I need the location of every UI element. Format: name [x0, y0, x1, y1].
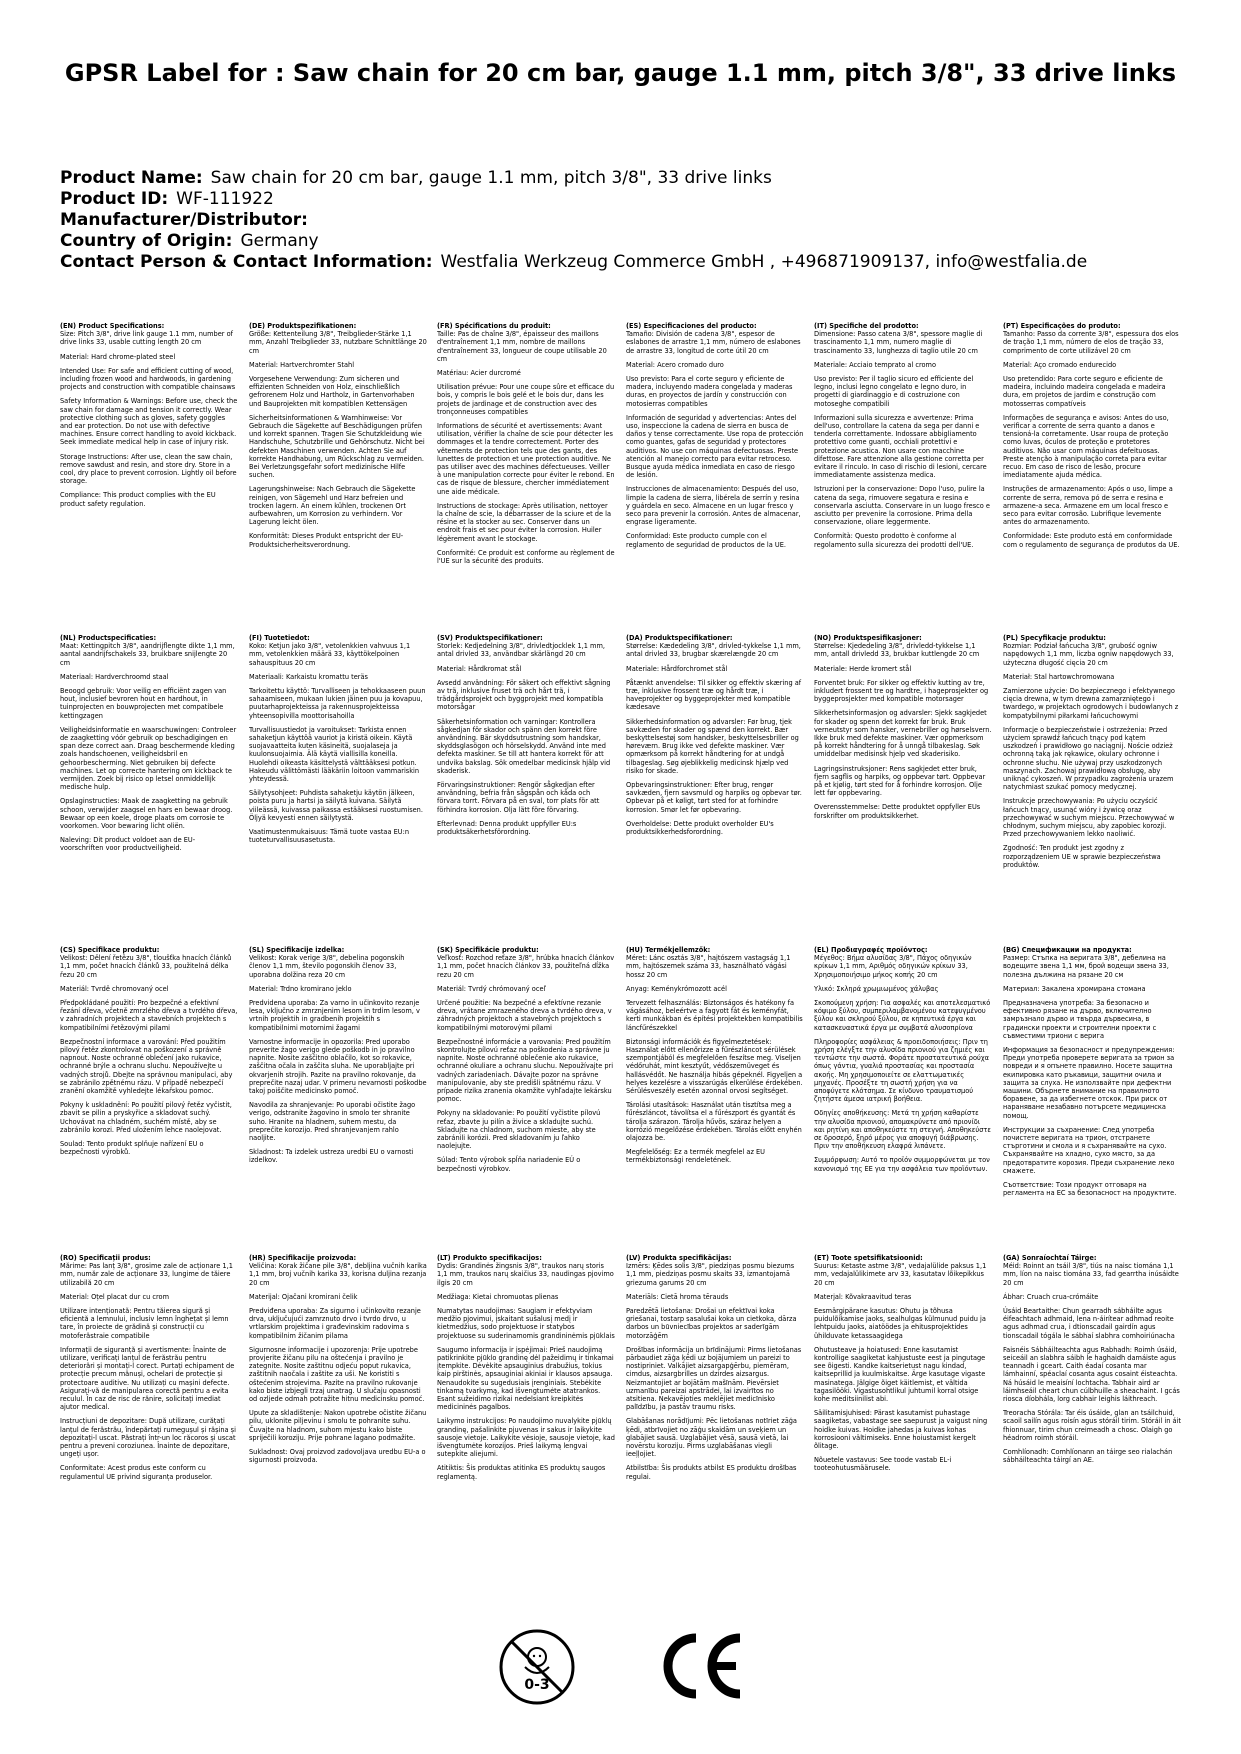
- spec-paragraph: Размер: Стъпка на веригата 3/8", дебелина на водещите звена 1,1 мм, брой водещи звена 33, полезна дължина на рязане 20 см: [1003, 954, 1169, 979]
- spec-paragraph: Taille: Pas de chaîne 3/8", épaisseur des maillons d'entraînement 1,1 mm, nombre de maillons d'entraînement 33, longueur de coupe utilisable 20 cm: [437, 330, 607, 363]
- spec-paragraph: Safety Information & Warnings: Before use, check the saw chain for damage and tension it correctly. Wear protective clothing such as gloves, safety goggles and ear protection. Do not use with defective machines. Ensure correct handling to avoid kickback. Seek immediate medical help in case of injury risk.: [60, 397, 238, 447]
- spec-block: [249, 634, 427, 934]
- spec-paragraph: Información de seguridad y advertencias: Antes del uso, inspeccione la cadena de sierra en busca de daños y tense correctamente. Use ropa de protección como guantes, gafas de seguridad y protectores auditivos. No use con máquinas defectuosas. Preste atención al manejo correcto para evitar retroceso. Busque ayuda médica inmediata en caso de riesgo de lesión.: [626, 413, 804, 480]
- spec-paragraph: Tamanho: Passo da corrente 3/8", espessura dos elos de tração 1,1 mm, número de elos de tração 33, comprimento de corte utilizável 20 cm: [1003, 330, 1179, 355]
- spec-paragraph: Material: Aço cromado endurecido: [1003, 360, 1117, 369]
- info-value: Saw chain for 20 cm bar, gauge 1.1 mm, pitch 3/8", 33 drive links: [210, 168, 772, 188]
- spec-paragraph: Predvidena uporaba: Za varno in učinkovito rezanje lesa, vključno z zmrznjenim lesom in trdim lesom, v vrtnih projektih in gradbenih projektih s kompatibilnimi motornimi žagami: [249, 999, 420, 1032]
- spec-paragraph: Πληροφορίες ασφάλειας & προειδοποιήσεις: Πριν τη χρήση ελέγξτε την αλυσίδα πριονιού για ζημιές και τεντώστε την σωστά. Φοράτε προστατευτικά ρούχα όπως γάντια, γυαλιά προστασίας και προστασία ακοής. Μη χρησιμοποιείτε σε ελαττωματικές μηχανές. Προσέξτε τη σωστή χρήση για να αποφύγετε κλότσημα. Σε κίνδυνο τραυματισμού ζητήστε άμεσα ιατρική βοήθεια.: [814, 1037, 989, 1104]
- spec-paragraph: Tarkoitettu käyttö: Turvalliseen ja tehokkaaseen puun sahaamiseen, mukaan lukien jäinen puu ja kovapuu, puutarhaprojekteissa ja rakennusprojekteissa yhteensopivilla moottorisahoilla: [249, 687, 426, 720]
- spec-heading: (HR) Specifikacije proizvoda:: [249, 1254, 357, 1262]
- spec-paragraph: Instrucțiuni de depozitare: După utilizare, curățați lanțul de ferăstrău, îndepărtați rumegușul și rășina și depozitați-l uscat. Păstrați într-un loc răcoros și uscat pentru a preveni coroziunea. Înainte de depozitare, ungeți ușor.: [60, 1417, 236, 1459]
- spec-paragraph: Koko: Ketjun jako 3/8", vetolenkkien vahvuus 1,1 mm, vetolenkkien määrä 33, käyttökelpoinen sahauspituus 20 cm: [249, 642, 411, 667]
- spec-paragraph: Informacje o bezpieczeństwie i ostrzeżenia: Przed użyciem sprawdź łańcuch tnący pod kątem uszkodzeń i prawidłowo go naciągnij. Noście odzież ochronną taką jak rękawice, okulary ochronne i ochronne słuchu. Nie używaj przy uszkodzonych maszynach. Zachowaj prawidłową obsługę, aby uniknąć cykoszeń. W przypadku zagrożenia urazem natychmiast szukać pomocy medycznej.: [1003, 725, 1174, 792]
- spec-paragraph: Instruções de armazenamento: Após o uso, limpe a corrente de serra, remova pó de serra e resina e armazene-a seca. Armazene em um local fresco e seco para evitar corrosão. Lubrifique levemente antes do armazenamento.: [1003, 485, 1173, 527]
- spec-paragraph: Предназначена употреба: За безопасно и ефективно рязане на дърво, включително замръзнало дърво и твърда дървесина, в градински проекти и строителни проекти с съвместими триони с верига: [1003, 999, 1157, 1040]
- spec-paragraph: Material: Hard chrome-plated steel: [60, 352, 176, 361]
- spec-paragraph: Material: Trdno kromirano jeklo: [249, 984, 352, 993]
- spec-paragraph: Utilizare intenționată: Pentru tăierea sigură și eficientă a lemnului, inclusiv lemn înghețat și lemn tare, în proiecte de grădină și construcții cu motoferăstraie compatibile: [60, 1307, 229, 1340]
- spec-block: [1003, 634, 1181, 934]
- spec-block: [249, 322, 427, 622]
- spec-paragraph: Påtænkt anvendelse: Til sikker og effektiv skæring af træ, inklusive frossent træ og hårdt træ, i haveprojekter og byggeprojekter med kompatible kædesave: [626, 678, 802, 712]
- info-value: Westfalia Werkzeug Commerce GmbH , +496871909137, info@westfalia.de: [440, 252, 1088, 272]
- spec-heading: (PL) Specyfikacje produktu:: [1003, 634, 1106, 642]
- info-row: [60, 189, 1200, 210]
- spec-paragraph: Dydis: Grandinės žingsnis 3/8", traukos narų storis 1,1 mm, traukos narų skaičius 33, naudingas pjovimo ilgis 20 cm: [437, 1262, 614, 1287]
- spec-paragraph: Bezpečnostní informace a varování: Před použitím pilový řetěz zkontrolovat na poškození a správně napnout. Noste ochranné oblečení jako rukavice, ochranné brýle a ochranu sluchu. Nepoužívejte u vadných strojů. Dbejte na správnou manipulaci, aby se zabránilo zpětnému rázu. V případě nebezpečí zranění okamžitě vyhledejte lékařskou pomoc.: [60, 1037, 233, 1096]
- spec-block: [60, 1254, 238, 1554]
- spec-paragraph: Tervezett felhasználás: Biztonságos és hatékony fa vágásához, beleértve a fagyott fát és keményfát, kerti munkákban és építési projektekben kompatibilis láncfűrészekkel: [626, 999, 803, 1032]
- spec-heading: (SV) Produktspecifikationer:: [437, 634, 543, 642]
- spec-block: [437, 634, 615, 934]
- spec-paragraph: Съответствие: Този продукт отговаря на регламента на ЕС за безопасност на продуктите.: [1003, 1181, 1177, 1198]
- spec-paragraph: Conformità: Questo prodotto è conforme al regolamento sulla sicurezza dei prodotti dell'UE.: [814, 532, 974, 549]
- spec-heading: (SK) Špecifikácie produktu:: [437, 946, 539, 954]
- spec-heading: (GA) Sonraíochtaí Táirge:: [1003, 1254, 1097, 1262]
- spec-paragraph: Materiał: Stal hartowchromowana: [1003, 672, 1115, 681]
- spec-paragraph: Zamierzone użycie: Do bezpiecznego i efektywnego cięcia drewna, w tym drewna zamarzniętego i twardego, w projektach ogrodowych i budowlanych z kompatybilnymi piłarkami łańcuchowymi: [1003, 687, 1179, 720]
- spec-paragraph: Material: Hårdkromat stål: [437, 664, 522, 673]
- spec-paragraph: Rozmiar: Podział łańcucha 3/8", grubość ogniw napędowych 1,1 mm, liczba ogniw napędowych 33, użyteczna długość cięcia 20 cm: [1003, 642, 1174, 667]
- spec-paragraph: Σκοπούμενη χρήση: Για ασφαλές και αποτελεσματικό κόψιμο ξύλου, συμπεριλαμβανομένου κατεψυγμένου ξύλου και σκληρού ξύλου, σε κηπευτικά έργα και κατασκευαστικά έργα με συμβατά αλυσοπρίονα: [814, 999, 991, 1032]
- spec-block: [626, 322, 804, 622]
- spec-paragraph: Material: Acero cromado duro: [626, 360, 724, 369]
- info-label: Contact Person & Contact Information:: [60, 252, 433, 272]
- spec-paragraph: Naleving: Dit product voldoet aan de EU-voorschriften voor productveiligheid.: [60, 836, 196, 853]
- spec-paragraph: Pokyny na skladovanie: Po použití vyčistite pílovú reťaz, zbavte ju pilín a živice a skladujte suchú. Skladujte na chladnom, suchom mieste, aby ste zabránili korózii. Pred skladovaním ju ľahko naolejujte.: [437, 1109, 601, 1151]
- spec-paragraph: Atitiktis: Šis produktas atitinka ES produktų saugos reglamentą.: [437, 1464, 606, 1481]
- spec-paragraph: Beoogd gebruik: Voor veilig en efficiënt zagen van hout, inclusief bevroren hout en hardhout, in tuinprojecten en bouwprojecten met compatibele kettingzagen: [60, 687, 227, 720]
- spec-paragraph: Eesmärgipärane kasutus: Ohutu ja tõhusa puidulõikamise jaoks, sealhulgas külmunud puidu ja lehtpuidu jaoks, aiatöödes ja ehitusprojektides ühilduvate ketassaagidega: [814, 1307, 986, 1340]
- spec-paragraph: Laikymo instrukcijos: Po naudojimo nuvalykite pjūklų grandinę, pašalinkite pjuvenas ir sakus ir laikykite sausoje vietoje. Laikykite vėsioje, sausoje vietoje, kad išvengtumėte korozijos. Prieš laikymą lengvai sutepkite aliejumi.: [437, 1417, 615, 1459]
- spec-paragraph: Veľkosť: Rozchod reťaze 3/8", hrúbka hnacích článkov 1,1 mm, počet hnacích článkov 33, použiteľná dĺžka rezu 20 cm: [437, 954, 615, 979]
- spec-paragraph: Storage Instructions: After use, clean the saw chain, remove sawdust and resin, and store dry. Store in a cool, dry place to prevent corrosion. Lightly oil before storage.: [60, 452, 237, 486]
- spec-paragraph: Bezpečnostné informácie a varovania: Pred použitím skontrolujte pílovú reťaz na poškodenia a správne ju napnite. Noste ochranné oblečenie ako rukavice, ochranné okuliare a ochranu sluchu. Nepoužívajte pri vadných zariadeniach. Dávajte pozor na správne manipulovanie, aby ste predišli spätnému rázu. V prípade rizika zranenia okamžite vyhľadajte lekársku pomoc.: [437, 1037, 614, 1104]
- spec-block: [1003, 1254, 1181, 1554]
- spec-heading: (PT) Especificações do produto:: [1003, 322, 1121, 330]
- info-row: [60, 168, 1200, 189]
- spec-paragraph: Conformidad: Este producto cumple con el reglamento de seguridad de productos de la UE.: [626, 532, 786, 549]
- spec-paragraph: Sikkerhedsinformation og advarsler: Før brug, tjek savkæden for skader og spænd den korrekt. Bær beskyttelsestøj som handsker, beskyttelsesbriller og høreværn. Brug ikke ved defekte maskiner. Vær opmærksom på korrekt håndtering for at undgå tilbageslag. Søg øjeblikkelig medicinsk hjælp ved risiko for skade.: [626, 717, 799, 775]
- info-label: Country of Origin:: [60, 231, 233, 251]
- spec-paragraph: Instructions de stockage: Après utilisation, nettoyer la chaîne de scie, la débarrasser de la sciure et de la résine et la stocker au sec. Conserver dans un endroit frais et sec pour éviter la corrosion. Huiler légèrement avant le stockage.: [437, 501, 612, 543]
- spec-paragraph: Uso previsto: Para el corte seguro y eficiente de madera, incluyendo madera congelada y maderas duras, en proyectos de jardín y construcción con motosierras compatibles: [626, 375, 793, 408]
- spec-paragraph: Treoracha Stórála: Tar éis úsáide, glan an tsáilchuid, scaoil sailín agus roisín agus stóráil tirim. Stóráil in áit fhionnuar, tirim chun creimeadh a chosc. Olaigh go héadrom roimh stóráil.: [1003, 1409, 1181, 1442]
- spec-heading: (LV) Produkta specifikācijas:: [626, 1254, 732, 1262]
- spec-paragraph: Информация за безопасност и предупреждения: Преди употреба проверете веригата за трион за повреди и я опънете правилно. Носете защитна екипировка като ръкавици, защитни очила и защита за слуха. Не използвайте при дефектни машини. Обърнете внимание на правилното боравене, за да избегнете отскок. При риск от нараняване незабавно потърсете медицинска помощ.: [1003, 1046, 1175, 1120]
- spec-paragraph: Anyag: Keménykrómozott acél: [626, 984, 727, 993]
- spec-paragraph: Størrelse: Kjededeling 3/8", drivledd-tykkelse 1,1 mm, antall drivledd 33, brukbar kuttlengde 20 cm: [814, 642, 980, 659]
- spec-paragraph: Izmērs: Ķēdes solis 3/8", piedziņas posmu biezums 1,1 mm, piedziņas posmu skaits 33, izmantojamā griezuma garums 20 cm: [626, 1262, 795, 1287]
- spec-paragraph: Medžiaga: Kietai chromuotas plienas: [437, 1292, 559, 1301]
- spec-paragraph: Lagerungshinweise: Nach Gebrauch die Sägekette reinigen, von Sägemehl und Harz befreien und trocken lagern. An einem kühlen, trockenen Ort aufbewahren, um Korrosion zu verhindern. Vor Lagerung leicht ölen.: [249, 485, 416, 527]
- spec-paragraph: Velikost: Dělení řetězu 3/8", tloušťka hnacích článků 1,1 mm, počet hnacích článků 33, použitelná délka řezu 20 cm: [60, 954, 232, 979]
- spec-paragraph: Säilytysohjeet: Puhdista sahaketju käytön jälkeen, poista puru ja hartsi ja säilytä kuivana. Säilytä viileässä, kuivassa paikassa estääksesi ruostumisen. Öljyä kevyesti ennen säilytystä.: [249, 789, 423, 822]
- info-label: Product ID:: [60, 189, 169, 209]
- spec-paragraph: Materiál: Tvrdý chrómovaný oceľ: [437, 984, 546, 993]
- spec-block: [626, 946, 804, 1246]
- spec-paragraph: Overholdelse: Dette produkt overholder EU's produktsikkerhedsforordning.: [626, 819, 774, 837]
- spec-block: [814, 634, 992, 934]
- spec-paragraph: Intended Use: For safe and efficient cutting of wood, including frozen wood and hardwoods, in gardening projects and construction with compatible chainsaws: [60, 366, 236, 392]
- spec-block: [437, 1254, 615, 1554]
- spec-paragraph: Materiál: Tvrdě chromovaný ocel: [60, 984, 169, 993]
- spec-paragraph: Megfelelőség: Ez a termék megfelel az EU termékbiztonsági rendeletének.: [626, 1148, 765, 1165]
- spec-paragraph: Uso pretendido: Para corte seguro e eficiente de madeira, incluindo madeira congelada e madeira dura, em projetos de jardim e construção com motosserras compatíveis: [1003, 375, 1166, 408]
- spec-block: [249, 946, 427, 1246]
- info-value: WF-111922: [176, 189, 274, 209]
- spec-paragraph: Comhlíonadh: Comhlíonann an táirge seo rialachán sábháilteachta táirgí an AE.: [1003, 1448, 1173, 1465]
- spec-block: [626, 1254, 804, 1554]
- spec-paragraph: Συμμόρφωση: Αυτό το προϊόν συμμορφώνεται με τον κανονισμό της ΕΕ για την ασφάλεια των προϊόντων.: [814, 1156, 990, 1173]
- spec-paragraph: Nõuetele vastavus: See toode vastab EL-i tooteohutusmäärusele.: [814, 1456, 952, 1473]
- regulatory-icons: [0, 1625, 1241, 1715]
- spec-paragraph: Určené použitie: Na bezpečné a efektívne rezanie dreva, vrátane zmrazeného dreva a tvrdého dreva, v záhradných projektoch a stavebných projektoch s kompatibilnými motorovými pílami: [437, 999, 612, 1032]
- spec-paragraph: Méret: Lánc osztás 3/8", hajtószem vastagság 1,1 mm, hajtószemek száma 33, használható vágási hossz 20 cm: [626, 954, 791, 979]
- info-label: Product Name:: [60, 168, 203, 188]
- spec-paragraph: Konformität: Dieses Produkt entspricht der EU-Produktsicherheitsverordnung.: [249, 532, 404, 549]
- spec-paragraph: Informations de sécurité et avertissements: Avant utilisation, vérifier la chaîne de scie pour détecter les dommages et la tendre correctement. Porter des vêtements de protection tels que des gants, des lunettes de protection et une protection auditive. Ne pas utiliser avec des machines défectueuses. Veiller à une manipulation correcte pour éviter le rebond. En cas de risque de blessure, chercher immédiatement une aide médicale.: [437, 422, 615, 496]
- spec-paragraph: Předpokládané použití: Pro bezpečné a efektivní řezání dřeva, včetně zmrzlého dřeva a tvrdého dřeva, v zahradních projektech a stavebních projektech s kompatibilními řetězovými pilami: [60, 999, 238, 1032]
- spec-paragraph: Conformité: Ce produit est conforme au règlement de l'UE sur la sécurité des produits.: [437, 548, 615, 566]
- spec-paragraph: Upute za skladištenje: Nakon upotrebe očistite žičanu pilu, uklonite piljevinu i smolu te pohranite suhu. Čuvajte na hladnom, suhom mjestu kako biste spriječili koroziju. Prije pohrane lagano podmažite.: [249, 1409, 427, 1442]
- spec-paragraph: Conformitate: Acest produs este conform cu regulamentul UE privind siguranța produselor.: [60, 1464, 213, 1481]
- info-row: [60, 231, 1200, 252]
- spec-block: [249, 1254, 427, 1554]
- info-label: Manufacturer/Distributor:: [60, 210, 308, 230]
- spec-paragraph: Ábhar: Cruach crua-crómáite: [1003, 1292, 1099, 1301]
- spec-block: [626, 634, 804, 934]
- spec-heading: (DE) Produktspezifikationen:: [249, 322, 357, 330]
- spec-heading: (EL) Προδιαγραφές προϊόντος:: [814, 946, 928, 954]
- spec-heading: (HU) Termékjellemzők:: [626, 946, 711, 954]
- spec-paragraph: Förvaringsinstruktioner: Rengör sågkedjan efter användning, befria från sågspån och kåda och förvara torrt. Förvara på en sval, torr plats för att förhindra korrosion. Olja lätt före förvaring.: [437, 781, 600, 814]
- spec-block: [1003, 322, 1181, 622]
- spec-paragraph: Veličina: Korak žičane pile 3/8", debljina vučnih karika 1,1 mm, broj vučnih karika 33, korisna duljina rezanja 20 cm: [249, 1262, 427, 1287]
- spec-paragraph: Οδηγίες αποθήκευσης: Μετά τη χρήση καθαρίστε την αλυσίδα πριονιού, απομακρύνετε από πριονίδι και ρητίνη και αποθηκεύστε τη στεγνή. Αποθηκεύστε σε δροσερό, ξηρό μέρος για αποφυγή διάβρωσης. Πριν την αποθήκευση ελαφρά λιπάνετε.: [814, 1109, 991, 1151]
- spec-block: [60, 946, 238, 1246]
- spec-paragraph: Sicherheitsinformationen & Warnhinweise: Vor Gebrauch die Sägekette auf Beschädigungen prüfen und korrekt spannen. Tragen Sie Schutzkleidung wie Handschuhe, Schutzbrille und Gehörschutz. Nicht bei defekten Maschinen verwenden. Achten Sie auf korrekte Handhabung, um Rückschlag zu vermeiden. Bei Verletzungsgefahr sofort medizinische Hilfe suchen.: [249, 413, 425, 480]
- spec-block: [814, 1254, 992, 1554]
- spec-paragraph: Size: Pitch 3/8", drive link gauge 1.1 mm, number of drive links 33, usable cutting length 20 cm: [60, 330, 233, 347]
- spec-paragraph: Informazioni sulla sicurezza e avvertenze: Prima dell'uso, controllare la catena da sega per danni e tenderla correttamente. Indossare abbigliamento protettivo come guanti, occhiali protettivi e protezione acustica. Non usare con macchine difettose. Fare attenzione alla gestione corretta per evitare il rinculo. In caso di rischio di lesioni, cercare immediatamente assistenza medica.: [814, 413, 987, 480]
- spec-paragraph: Opbevaringsinstruktioner: Efter brug, rengør savkæden, fjern savsmuld og harpiks og opbevar tør. Opbevar på et køligt, tørt sted for at forhindre korrosion. Smør let før opbevaring.: [626, 781, 802, 814]
- spec-heading: (IT) Specifiche del prodotto:: [814, 322, 919, 330]
- spec-paragraph: Zgodność: Ten produkt jest zgodny z rozporządzeniem UE w sprawie bezpieczeństwa produktów.: [1003, 844, 1161, 869]
- spec-heading: (RO) Specificații produs:: [60, 1254, 151, 1262]
- spec-paragraph: Glabāšanas norādījumi: Pēc lietošanas notīriet zāģa ķēdi, atbrīvojiet no zāģu skaidām un sveķiem un glabājiet sausā. Uzglabājiet vēsā, sausā vietā, lai novērstu koroziju. Pirms uzglabāšanas viegli ieeļļojiet.: [626, 1417, 797, 1459]
- spec-heading: (NL) Productspecificaties:: [60, 634, 157, 642]
- spec-heading: (ES) Especificaciones del producto:: [626, 322, 757, 330]
- spec-paragraph: Materiale: Hårdforchromet stål: [626, 664, 728, 673]
- spec-paragraph: Ohutusteave ja hoiatused: Enne kasutamist kontrollige saagiketat kahjustuste eest ja pingutage see õigesti. Kandke kaitserietust nagu kindad, kaitseprillid ja kuulmiskaitse. Ärge kasutage vigaste masinatega. Jälgige õiget käitlemist, et vältida tagasilööki. Vigastusohtlikul juhtumil korral otsige kohe meditsiinilist abi.: [814, 1345, 986, 1404]
- spec-paragraph: Sikkerhetsinformasjon og advarsler: Sjekk sagkjedet for skader og spenn det korrekt før bruk. Bruk verneutstyr som hansker, vernebriller og hørselsvern. Ikke bruk med defekte maskiner. Vær oppmerksom på korrekt håndtering for å unngå tilbakeslag. Søk umiddelbar medisinsk hjelp ved skaderisiko.: [814, 709, 992, 759]
- spec-paragraph: Numatytas naudojimas: Saugiam ir efektyviam medžio pjovimui, įskaitant sušalusį medį ir kietmedžius, sodo projektuose ir statybos projektuose su suderinamomis grandininėmis pjūklais: [437, 1307, 615, 1340]
- spec-paragraph: Veiligheidsinformatie en waarschuwingen: Controleer de zaagketting vóór gebruik op beschadigingen en span deze correct aan. Draag beschermende kleding zoals handschoenen, veiligheidsbril en gehoorbescherming. Niet gebruiken bij defecte machines. Let op correcte hantering om kickback te vermijden. Zoek bij risico op letsel onmiddellijk medische hulp.: [60, 725, 237, 792]
- spec-paragraph: Paredzētā lietošana: Drošai un efektīvai koka griešanai, tostarp sasalušai koka un cietkoka, dārza darbos un būvniecības projektos ar saderīgām motorzāģēm: [626, 1307, 797, 1340]
- spec-paragraph: Navodila za shranjevanje: Po uporabi očistite žago verigo, odstranite žagovino in smolo ter shranite suho. Hranite na hladnem, suhem mestu, da preprečite korozijo. Pred shranjevanjem rahlo naoljite.: [249, 1101, 416, 1143]
- spec-paragraph: Méid: Roinnt an tsáil 3/8", tiús na naisc tiomána 1,1 mm, líon na naisc tiomána 33, fad gearrtha inúsáidte 20 cm: [1003, 1262, 1179, 1287]
- spec-block: [437, 322, 615, 622]
- spec-paragraph: Storlek: Kedjedelning 3/8", drivledtjocklek 1,1 mm, antal drivled 33, användbar skärlängd 20 cm: [437, 642, 605, 659]
- spec-paragraph: Materiāls: Cietā hroma tērauds: [626, 1292, 729, 1301]
- spec-block: [814, 946, 992, 1246]
- spec-paragraph: Instrukcje przechowywania: Po użyciu oczyścić łańcuch tnący, usunąć wióry i żywicę oraz przechowywać w suchym miejscu. Przechowywać w chłodnym, suchym miejscu, aby zapobiec korozji. Przed przechowywaniem lekko naoliwić.: [1003, 797, 1175, 839]
- spec-paragraph: Efterlevnad: Denna produkt uppfyller EU:s produktsäkerhetsförordning.: [437, 819, 577, 837]
- spec-paragraph: Pokyny k uskladnění: Po použití pilový řetěz vyčistit, zbavit se pilin a pryskyřice a skladovat suchý. Uchovávat na chladném, suchém místě, aby se zabránilo korozi. Před uložením lehce naolejovat.: [60, 1101, 232, 1134]
- spec-paragraph: Materjal: Kõvakraavitud teras: [814, 1292, 912, 1301]
- info-value: Germany: [240, 231, 319, 251]
- spec-paragraph: Størrelse: Kædedeling 3/8", drivled-tykkelse 1,1 mm, antal drivled 33, brugbar skærelængde 20 cm: [626, 642, 801, 659]
- spec-paragraph: Faisnéis Sábháilteachta agus Rabhadh: Roimh úsáid, seiceáil an slabhra sáibh le haghaidh damáiste agus teannadh i gceart. Caith éadaí cosanta mar lámhainní, spéaclaí cosanta agus cosaint éisteachta. Ná húsáid le meaisíní lochtacha. Tabhair aird ar láimhseáil cheart chun cúlbhuille a sheachaint. I gcás riosca díobhála, lorg cabhair leighis láithreach.: [1003, 1345, 1180, 1404]
- spec-heading: (BG) Спецификации на продукта:: [1003, 946, 1132, 954]
- spec-paragraph: Materiale: Herde kromert stål: [814, 664, 912, 673]
- spec-paragraph: Größe: Kettenteilung 3/8", Treibglieder-Stärke 1,1 mm, Anzahl Treibglieder 33, nutzbare Schnittlänge 20 cm: [249, 330, 427, 355]
- spec-paragraph: Инструкции за съхранение: След употреба почистете веригата на трион, отстранете стърготини и смола и я съхранявайте на сухо. Съхранявайте на хладно, сухо място, за да предотвратите корозия. Преди съхранение леко смажете.: [1003, 1125, 1175, 1175]
- spec-paragraph: Soulad: Tento produkt splňuje nařízení EU o bezpečnosti výrobků.: [60, 1140, 204, 1157]
- spec-block: [60, 634, 238, 934]
- spec-paragraph: Drošības informācija un brīdinājumi: Pirms lietošanas pārbaudiet zāģa ķēdi uz bojājumiem un pareizi to nostipriniet. Valkājiet aizsargapģērbu, piemēram, cimdus, aizsargbrilles un dzirdes aizsargus. Neizmantojiet ar bojātām mašīnām. Pievērsiet uzmanību pareizai apstrādei, lai izvairītos no atsitiena. Nekavējoties meklējiet medicīnisko palīdzību, ja pastāv traumu risks.: [626, 1345, 802, 1412]
- spec-heading: (CS) Specifikace produktu:: [60, 946, 160, 954]
- spec-paragraph: Vaatimustenmukaisuus: Tämä tuote vastaa EU:n tuoteturvallisuusasetusta.: [249, 828, 410, 845]
- spec-heading: (FR) Spécifications du produit:: [437, 322, 551, 330]
- spec-heading: (NO) Produktspesifikasjoner:: [814, 634, 922, 642]
- spec-block: [814, 322, 992, 622]
- spec-paragraph: Υλικό: Σκληρά χρωμιωμένος χάλυβας: [814, 984, 939, 993]
- spec-paragraph: Opslaginstructies: Maak de zaagketting na gebruik schoon, verwijder zaagsel en hars en bewaar droog. Bewaar op een koele, droge plaats om corrosie te voorkomen. Voor bewaring licht oliën.: [60, 797, 233, 831]
- spec-paragraph: Atbilstība: Šis produkts atbilst ES produktu drošības regulai.: [626, 1464, 797, 1481]
- spec-heading: (ET) Toote spetsifikatsioonid:: [814, 1254, 923, 1262]
- spec-paragraph: Istruzioni per la conservazione: Dopo l'uso, pulire la catena da sega, rimuovere segatura e resina e conservarla asciutta. Conservare in un luogo fresco e asciutto per prevenire la corrosione. Prima della conservazione, oliare leggermente.: [814, 485, 990, 527]
- spec-paragraph: Materiale: Acciaio temprato al cromo: [814, 360, 937, 369]
- spec-paragraph: Informações de segurança e avisos: Antes do uso, verificar a corrente de serra quanto a danos e tensioná-la corretamente. Usar roupa de proteção como luvas, óculos de proteção e protetores auditivos. Não usar com máquinas defeituosas. Preste atenção à manipulação correta para evitar recuo. Em caso de risco de lesão, procure imediatamente ajuda médica.: [1003, 413, 1169, 480]
- spec-heading: (DA) Produktspecifikationer:: [626, 634, 733, 642]
- spec-block: [437, 946, 615, 1246]
- spec-paragraph: Úsáid Beartaithe: Chun gearradh sábháilte agus éifeachtach adhmaid, lena n-áirítear adhmad reoite agus adhmad crua, i dtionscadail gairdín agus tionscadail tógála le sábhaí slabhra comhoiriúnacha: [1003, 1307, 1175, 1340]
- age-warning-icon: [497, 1627, 577, 1707]
- spec-heading: (SL) Specifikacije izdelka:: [249, 946, 345, 954]
- info-row: [60, 210, 1200, 231]
- spec-paragraph: Μέγεθος: Βήμα αλυσίδας 3/8", Πάχος οδηγικών κρίκων 1,1 mm, Αριθμός οδηγικών κρίκων 33, Χρησιμοποιήσιμο μήκος κοπής 20 cm: [814, 954, 972, 979]
- spec-paragraph: Overensstemmelse: Dette produktet oppfyller EUs forskrifter om produktsikkerhet.: [814, 803, 981, 820]
- spec-paragraph: Maat: Kettingpitch 3/8", aandrijflengte dikte 1,1 mm, aantal aandrijfschakels 33, bruikbare snijlengte 20 cm: [60, 642, 235, 667]
- spec-paragraph: Materiaali: Karkaistu kromattu teräs: [249, 672, 368, 681]
- age-warning-text: 0-3: [524, 1677, 550, 1693]
- spec-paragraph: Biztonsági információk és figyelmeztetések: Használat előtt ellenőrizze a fűrészláncot sérülések szempontjából és megfelelően feszítse meg. Viseljen védőruhát, mint kesztyűt, védőszemüveget és hallásvédőt. Ne használja hibás gépeknél. Figyeljen a helyes kezelésre a visszarúgás elkerülése érdekében. Sérülésveszély esetén azonnal orvosi segítséget.: [626, 1037, 803, 1096]
- spec-paragraph: Uso previsto: Per il taglio sicuro ed efficiente del legno, inclusi legno congelato e legno duro, in progetti di giardinaggio e di costruzione con motoseghe compatibili: [814, 375, 974, 408]
- ce-mark-icon: [662, 1630, 746, 1702]
- spec-paragraph: Материал: Закалена хромирана стомана: [1003, 984, 1146, 993]
- spec-paragraph: Saugumo informacija ir įspėjimai: Prieš naudojimą patikrinkite pjūklo grandinę dėl pažeidimų ir tinkamai įtempkite. Dėvėkite apsauginius drabužius, tokius kaip pirštinės, apsauginiai akiniai ir klausos apsauga. Nenaudokite su sugedusiais įrenginiais. Stebėkite tinkamą tvarkymą, kad išvengtumėte atatrankos. Esant sužeidimo rizikai nedelsiant kreipkitės medicininės pagalbos.: [437, 1345, 614, 1412]
- spec-paragraph: Säkerhetsinformation och varningar: Kontrollera sågkedjan för skador och spänn den korrekt före användning. Bär skyddsutrustning som handskar, skyddsglasögon och hörselskydd. Använd inte med defekta maskiner. Se till att hantera korrekt för att undvika bakslag. Sök omedelbar medicinsk hjälp vid skaderisk.: [437, 717, 611, 775]
- spec-paragraph: Varnostne informacije in opozorila: Pred uporabo preverite žago verigo glede poškodb in jo pravilno napnite. Nosite zaščitno oblačilo, kot so rokavice, zaščitna očala in zaščita sluha. Ne uporabljajte pri okvarjenih strojih. Pazite na pravilno rokovanje, da preprečite nazaj udar. V primeru nevarnosti poškodbe takoj poiščite medicinsko pomoč.: [249, 1037, 427, 1096]
- spec-paragraph: Tárolási utasítások: Használat után tisztítsa meg a fűrészláncot, távolítsa el a fűrészport és gyantát és tárolja szárazon. Tárolja hűvös, száraz helyen a korrózió megelőzése érdekében. Tárolás előtt enyhén olajozza be.: [626, 1101, 802, 1143]
- spec-paragraph: Sukladnost: Ovaj proizvod zadovoljava uredbu EU-a o sigurnosti proizvoda.: [249, 1448, 426, 1465]
- spec-paragraph: Skladnost: Ta izdelek ustreza uredbi EU o varnosti izdelkov.: [249, 1148, 414, 1165]
- spec-paragraph: Material: Oțel placat dur cu crom: [60, 1292, 169, 1301]
- spec-paragraph: Súlad: Tento výrobok spĺňa nariadenie EÚ o bezpečnosti výrobkov.: [437, 1156, 581, 1173]
- spec-block: [60, 322, 238, 622]
- spec-paragraph: Conformidade: Este produto está em conformidade com o regulamento de segurança de produtos da UE.: [1003, 532, 1180, 549]
- spec-paragraph: Compliance: This product complies with the EU product safety regulation.: [60, 491, 216, 508]
- spec-paragraph: Lagringsinstruksjoner: Rens sagkjedet etter bruk, fjern sagflis og harpiks, og oppbevar tørt. Oppbevar på et kjølig, tørt sted for å forhindre korrosjon. Olje lett før oppbevaring.: [814, 764, 986, 798]
- spec-paragraph: Suurus: Ketaste astme 3/8", vedajalülide paksus 1,1 mm, vedajalülikimete arv 33, kasutatav lõikepikkus 20 cm: [814, 1262, 987, 1287]
- spec-paragraph: Sigurnosne informacije i upozorenja: Prije upotrebe provjerite žičanu pilu na oštećenja i pravilno je zategnite. Nosite zaštitnu odjeću poput rukavica, zaštitnih naočala i zaštite za uši. Ne koristiti s oštećenim strojevima. Pazite na pravilno rukovanje kako biste izbjegli trzaj unatrag. U slučaju opasnosti od ozljede odmah potražite hitnu medicinsku pomoć.: [249, 1345, 425, 1404]
- spec-paragraph: Material: Hartverchromter Stahl: [249, 360, 355, 369]
- spec-heading: (EN) Product Specifications:: [60, 322, 165, 330]
- spec-paragraph: Informații de siguranță și avertismente: Înainte de utilizare, verificați lanțul de ferăstrău pentru deteriorări și montați-l corect. Purtați echipament de protecție precum mănuși, ochelari de protecție și protectoare auditive. Nu utilizați cu mașini defecte. Asigurați-vă de manipularea corectă pentru a evita reculul. În caz de risc de rănire, solicitați imediat ajutor medical.: [60, 1345, 235, 1412]
- spec-heading: (LT) Produkto specifikacijos:: [437, 1254, 542, 1262]
- spec-paragraph: Dimensione: Passo catena 3/8", spessore maglie di trascinamento 1,1 mm, numero maglie di trascinamento 33, lunghezza di taglio utile 20 cm: [814, 330, 983, 355]
- spec-heading: (FI) Tuotetiedot:: [249, 634, 310, 642]
- page-title: GPSR Label for : Saw chain for 20 cm bar, gauge 1.1 mm, pitch 3/8", 33 drive links: [64, 59, 1177, 87]
- spec-paragraph: Instrucciones de almacenamiento: Después del uso, limpie la cadena de sierra, libérela de serrín y resina y guárdela en seco. Almacene en un lugar fresco y seco para prevenir la corrosión. Antes de almacenar, engrase ligeramente.: [626, 485, 801, 527]
- spec-paragraph: Säilitamisjuhised: Pärast kasutamist puhastage saagiketas, vabastage see saepurust ja vaigust ning hoidke kuivas. Hoidke jahedas ja kuivas kohas korrosiooni vältimiseks. Enne hoiustamist kergelt õlitage.: [814, 1409, 988, 1451]
- spec-paragraph: Predviđena uporaba: Za sigurno i učinkovito rezanje drva, uključujući zamrznuto drvo i tvrdo drvo, u vrtlarskim projektima i građevinskim radovima s kompatibilnim žičanim pilama: [249, 1307, 421, 1340]
- spec-paragraph: Tamaño: División de cadena 3/8", espesor de eslabones de arrastre 1,1 mm, número de eslabones de arrastre 33, longitud de corte útil 20 cm: [626, 330, 801, 355]
- spec-paragraph: Forventet bruk: For sikker og effektiv kutting av tre, inkludert frossent tre og hardtre, i hageprosjekter og byggeprosjekter med kompatible motorsager: [814, 678, 989, 704]
- spec-paragraph: Mărime: Pas lanț 3/8", grosime zale de acționare 1,1 mm, număr zale de acționare 33, lungime de tăiere utilizabilă 20 cm: [60, 1262, 233, 1287]
- spec-paragraph: Materijal: Ojačani kromirani čelik: [249, 1292, 358, 1301]
- product-info: [60, 168, 1200, 273]
- spec-paragraph: Avsedd användning: För säkert och effektivt sågning av trä, inklusive fruset trä och hårt trä, i trädgårdsprojekt och byggprojekt med kompatibla motorsågar: [437, 678, 611, 712]
- spec-paragraph: Materiaal: Hardverchroomd staal: [60, 672, 169, 681]
- spec-paragraph: Turvallisuustiedot ja varoitukset: Tarkista ennen sahaketjun käyttöä vauriot ja kiristä oikein. Käytä suojavaatteita kuten käsineitä, suojalaseja ja kuulonsuojaimia. Älä käytä viallisilla koneilla. Huolehdi oikeasta käsittelystä välttääksesi potkun. Hakeudu välittömästi lääkäriin loitoon vammariskin yhteydessä.: [249, 725, 420, 784]
- spec-paragraph: Utilisation prévue: Pour une coupe sûre et efficace du bois, y compris le bois gelé et le bois dur, dans les projets de jardinage et de construction avec des tronçonneuses compatibles: [437, 383, 615, 416]
- spec-block: [1003, 946, 1181, 1246]
- spec-paragraph: Velikost: Korak verige 3/8", debelina pogonskih členov 1,1 mm, število pogonskih členov 33, uporabna dolžina reza 20 cm: [249, 954, 405, 979]
- info-row: [60, 252, 1200, 273]
- spec-paragraph: Matériau: Acier durcromé: [437, 369, 521, 378]
- spec-paragraph: Vorgesehene Verwendung: Zum sicheren und effizienten Schneiden von Holz, einschließlich gefrorenem Holz und Hartholz, in Gartenvorhaben und Bauprojekten mit kompatiblen Kettensägen: [249, 375, 415, 408]
